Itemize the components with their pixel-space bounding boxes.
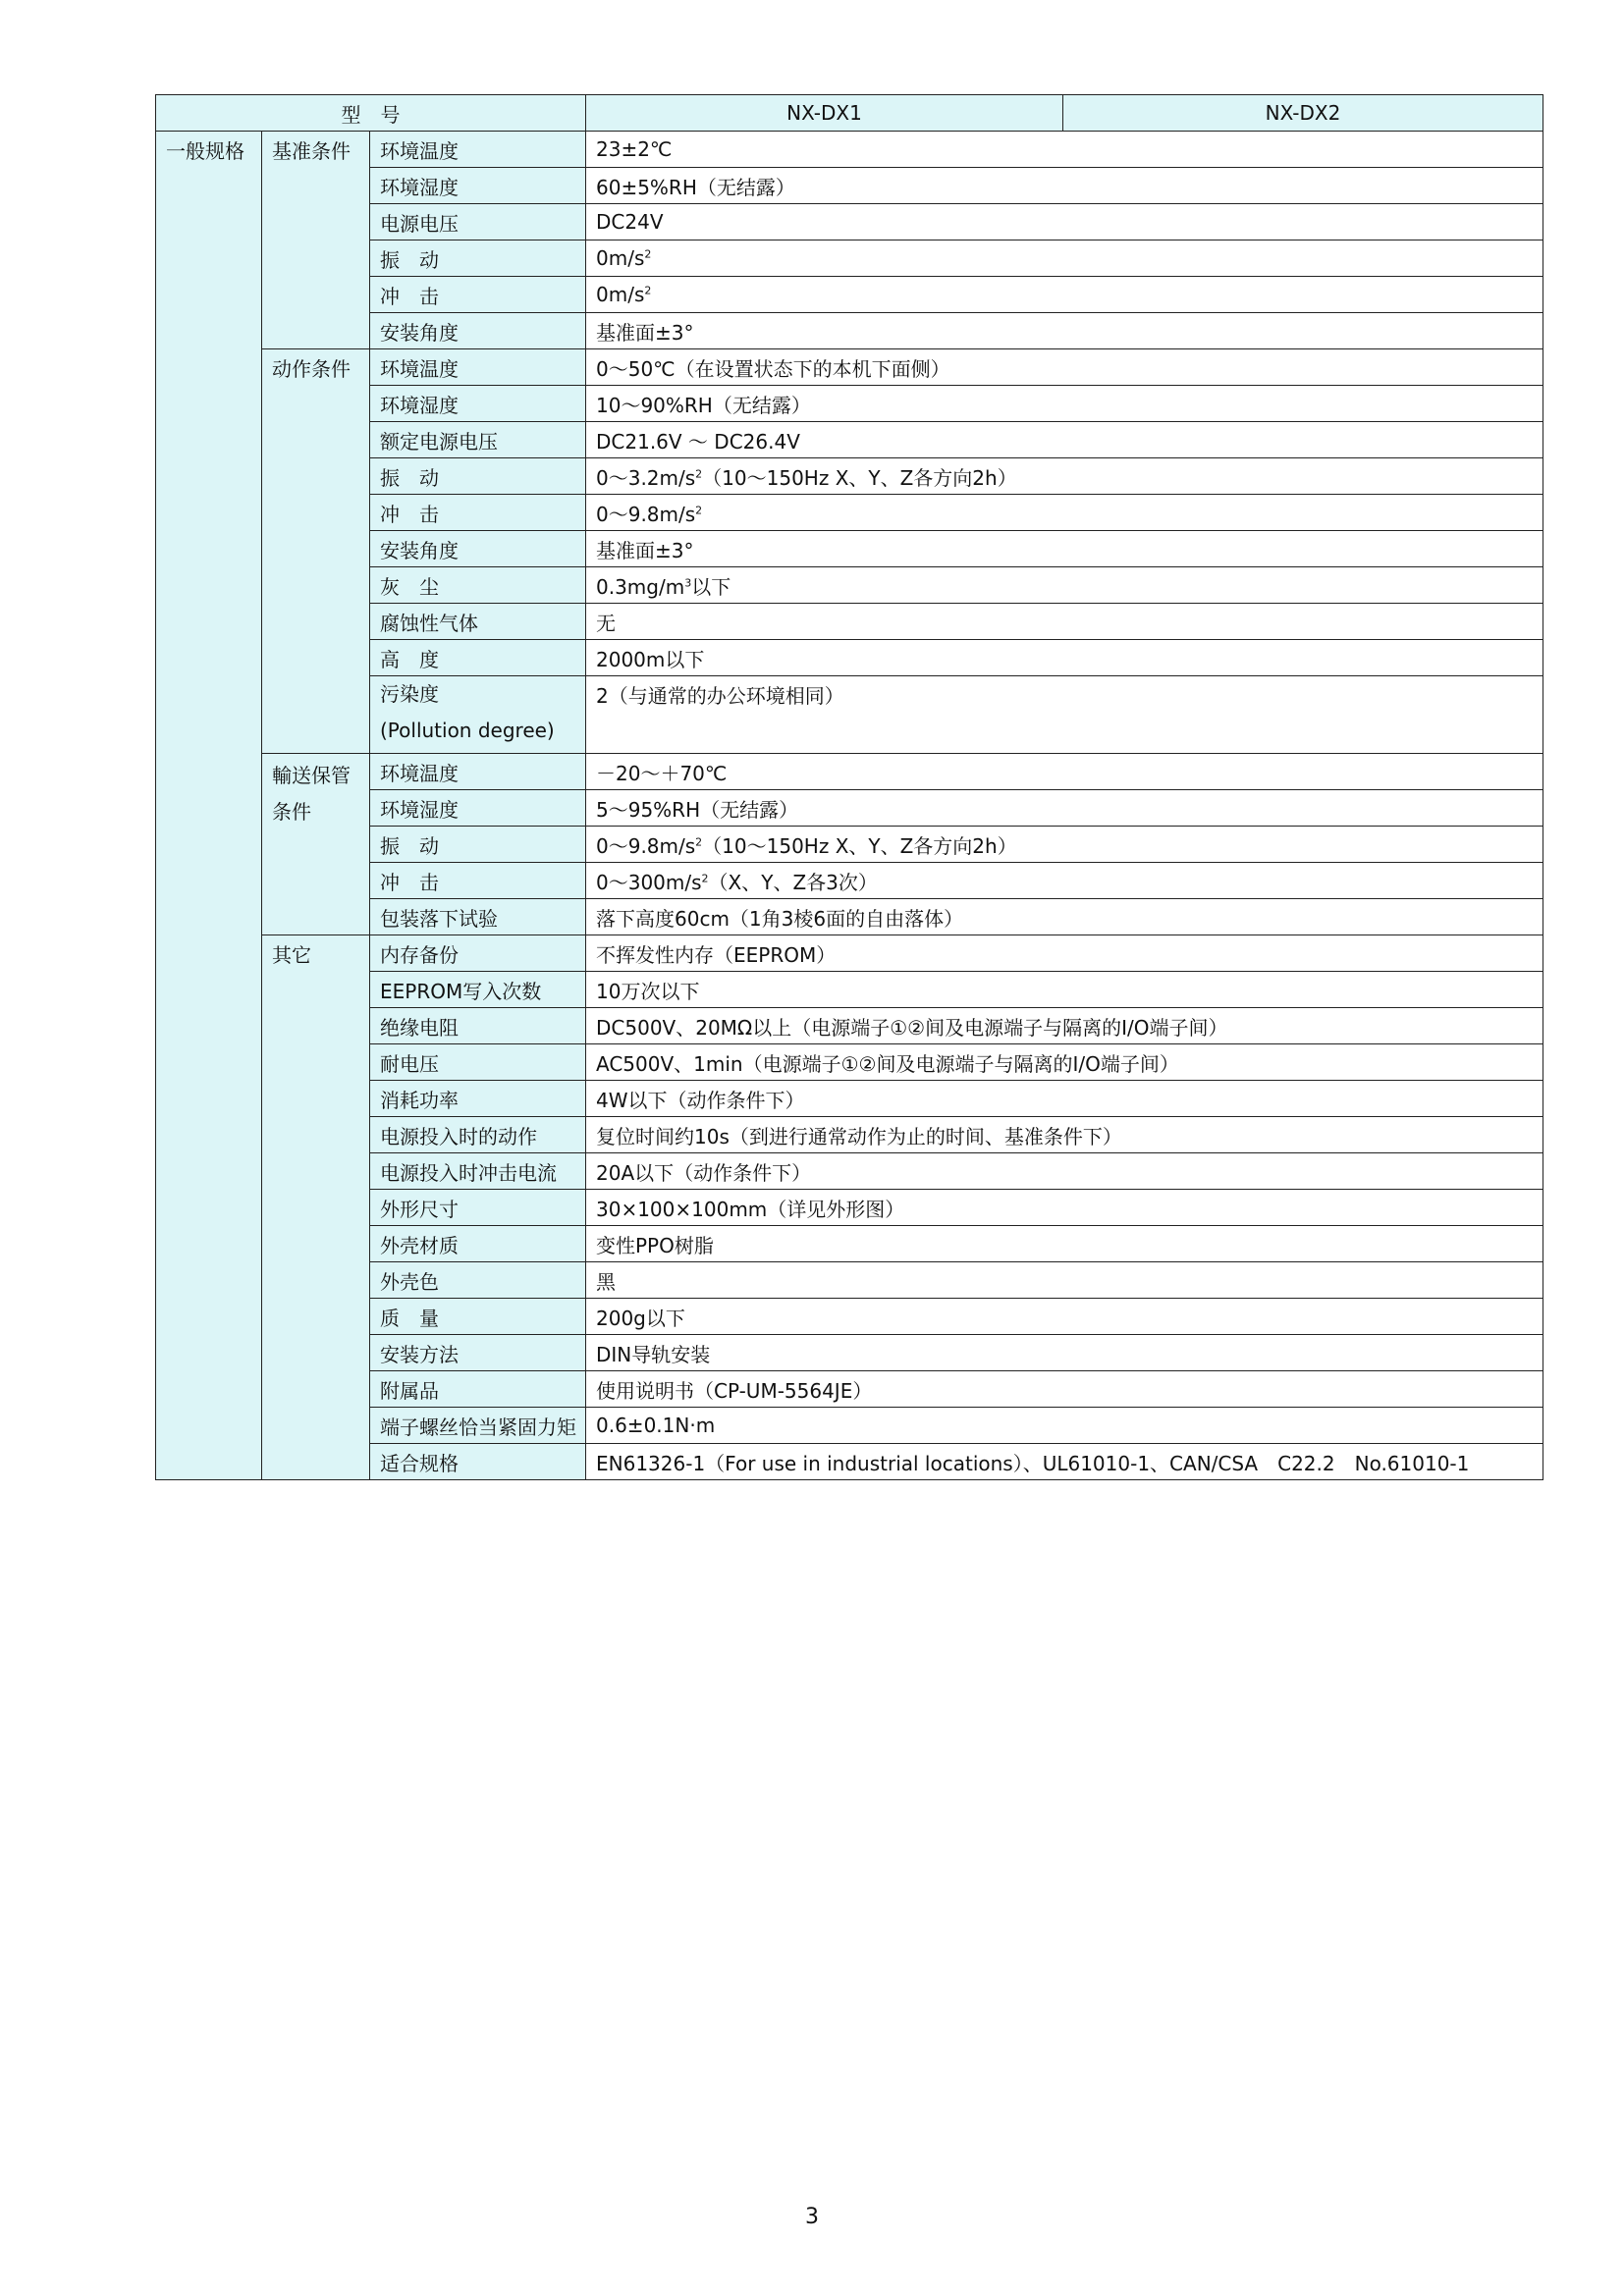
item-cell: 内存备份 (370, 935, 586, 972)
value-cell: DC21.6V ～ DC26.4V (586, 422, 1543, 458)
value-cell (586, 827, 1543, 863)
item-cell: 振 动 (370, 458, 586, 495)
value-cell: 使用说明书（CP-UM-5564JE） (586, 1371, 1543, 1408)
value-cell: 2（与通常的办公环境相同） (586, 676, 1543, 754)
value-suffix: （X、Y、Z各3次） (708, 870, 878, 894)
item-cell: 额定电源电压 (370, 422, 586, 458)
value-cell: 0～50℃（在设置状态下的本机下面侧） (586, 349, 1543, 386)
item-cell: 环境湿度 (370, 168, 586, 204)
value-text: 0m/s (596, 246, 645, 270)
value-cell: 2000m以下 (586, 640, 1543, 676)
group-cell-operating: 动作条件 (262, 349, 370, 754)
value-cell: DIN导轨安装 (586, 1335, 1543, 1371)
value-text: 0～9.8m/s (596, 833, 696, 858)
value-cell (586, 863, 1543, 899)
superscript: 2 (695, 466, 703, 480)
value-cell: 无 (586, 604, 1543, 640)
item-cell: 安装角度 (370, 531, 586, 567)
value-cell (586, 495, 1543, 531)
group-cell-other: 其它 (262, 935, 370, 1480)
item-cell: 适合规格 (370, 1444, 586, 1480)
table-row (156, 935, 1543, 972)
item-cell: 电源投入时的动作 (370, 1117, 586, 1153)
value-cell: 黑 (586, 1262, 1543, 1299)
value-cell: 200g以下 (586, 1299, 1543, 1335)
item-cell: 振 动 (370, 240, 586, 277)
value-cell: 23±2℃ (586, 132, 1543, 168)
item-cell: 绝缘电阻 (370, 1008, 586, 1044)
item-cell: 外壳材质 (370, 1226, 586, 1262)
table-row (156, 132, 1543, 168)
item-line: (Pollution degree) (380, 719, 555, 742)
value-cell: 30×100×100mm（详见外形图） (586, 1190, 1543, 1226)
item-cell: 冲 击 (370, 863, 586, 899)
group-line: 条件 (272, 800, 311, 824)
value-text: 0.3mg/m (596, 574, 685, 599)
value-cell: 落下高度60cm（1角3棱6面的自由落体） (586, 899, 1543, 935)
value-cell: AC500V、1min（电源端子①②间及电源端子与隔离的I/O端子间） (586, 1044, 1543, 1081)
model-label: 型 号 (156, 95, 586, 132)
value-cell: 不挥发性内存（EEPROM） (586, 935, 1543, 972)
item-cell: 消耗功率 (370, 1081, 586, 1117)
value-text: 0～300m/s (596, 870, 702, 894)
value-cell: －20～＋70℃ (586, 754, 1543, 790)
item-cell: 包装落下试验 (370, 899, 586, 935)
value-cell (586, 458, 1543, 495)
value-text: 0～3.2m/s (596, 465, 696, 490)
item-cell: 端子螺丝恰当紧固力矩 (370, 1408, 586, 1444)
value-cell: 基准面±3° (586, 313, 1543, 349)
value-cell: 10～90%RH（无结露） (586, 386, 1543, 422)
value-text: 0m/s (596, 283, 645, 306)
superscript: 2 (701, 871, 709, 884)
value-cell: 4W以下（动作条件下） (586, 1081, 1543, 1117)
item-cell: 质 量 (370, 1299, 586, 1335)
page-number: 3 (805, 2205, 819, 2229)
item-cell (370, 676, 586, 754)
superscript: 3 (684, 575, 692, 589)
item-cell: EEPROM写入次数 (370, 972, 586, 1008)
item-cell: 附属品 (370, 1371, 586, 1408)
category-cell: 一般规格 (156, 132, 262, 1480)
value-cell: 60±5%RH（无结露） (586, 168, 1543, 204)
item-cell: 腐蚀性气体 (370, 604, 586, 640)
value-cell: DC24V (586, 204, 1543, 240)
group-cell-reference: 基准条件 (262, 132, 370, 349)
item-cell: 冲 击 (370, 495, 586, 531)
item-cell: 环境温度 (370, 132, 586, 168)
item-cell: 安装方法 (370, 1335, 586, 1371)
value-cell: 基准面±3° (586, 531, 1543, 567)
value-cell: DC500V、20MΩ以上（电源端子①②间及电源端子与隔离的I/O端子间） (586, 1008, 1543, 1044)
value-cell: 5～95%RH（无结露） (586, 790, 1543, 827)
item-line: 污染度 (380, 682, 439, 706)
value-cell (586, 240, 1543, 277)
value-suffix: 以下 (691, 574, 731, 599)
value-text: 0～9.8m/s (596, 502, 696, 526)
superscript: 2 (695, 503, 703, 516)
item-cell: 外壳色 (370, 1262, 586, 1299)
table-row (156, 754, 1543, 790)
item-cell: 高 度 (370, 640, 586, 676)
value-cell: 10万次以下 (586, 972, 1543, 1008)
header-row (156, 95, 1543, 132)
item-cell: 振 动 (370, 827, 586, 863)
value-cell: 20A以下（动作条件下） (586, 1153, 1543, 1190)
group-line: 輸送保管 (272, 764, 351, 787)
value-cell: EN61326-1（For use in industrial locations）、UL61010-1、CAN/CSA C22.2 No.61010-1 (586, 1444, 1543, 1480)
item-cell: 冲 击 (370, 277, 586, 313)
superscript: 2 (695, 834, 703, 848)
value-cell: 0.6±0.1N·m (586, 1408, 1543, 1444)
item-cell: 环境温度 (370, 349, 586, 386)
superscript: 2 (644, 284, 652, 297)
model-nx-dx1: NX-DX1 (586, 95, 1063, 132)
item-cell: 电源电压 (370, 204, 586, 240)
item-cell: 电源投入时冲击电流 (370, 1153, 586, 1190)
value-cell: 变性PPO树脂 (586, 1226, 1543, 1262)
spec-table (155, 94, 1543, 1480)
model-nx-dx2: NX-DX2 (1063, 95, 1543, 132)
value-cell (586, 277, 1543, 313)
table-row (156, 349, 1543, 386)
value-suffix: （10～150Hz X、Y、Z各方向2h） (702, 833, 1017, 858)
group-cell-storage (262, 754, 370, 935)
item-cell: 环境湿度 (370, 386, 586, 422)
item-cell: 环境温度 (370, 754, 586, 790)
value-cell: 复位时间约10s（到进行通常动作为止的时间、基准条件下） (586, 1117, 1543, 1153)
item-cell: 环境湿度 (370, 790, 586, 827)
item-cell: 灰 尘 (370, 567, 586, 604)
value-cell (586, 567, 1543, 604)
value-suffix: （10～150Hz X、Y、Z各方向2h） (702, 465, 1017, 490)
item-cell: 安装角度 (370, 313, 586, 349)
item-cell: 外形尺寸 (370, 1190, 586, 1226)
item-cell: 耐电压 (370, 1044, 586, 1081)
superscript: 2 (644, 247, 652, 261)
